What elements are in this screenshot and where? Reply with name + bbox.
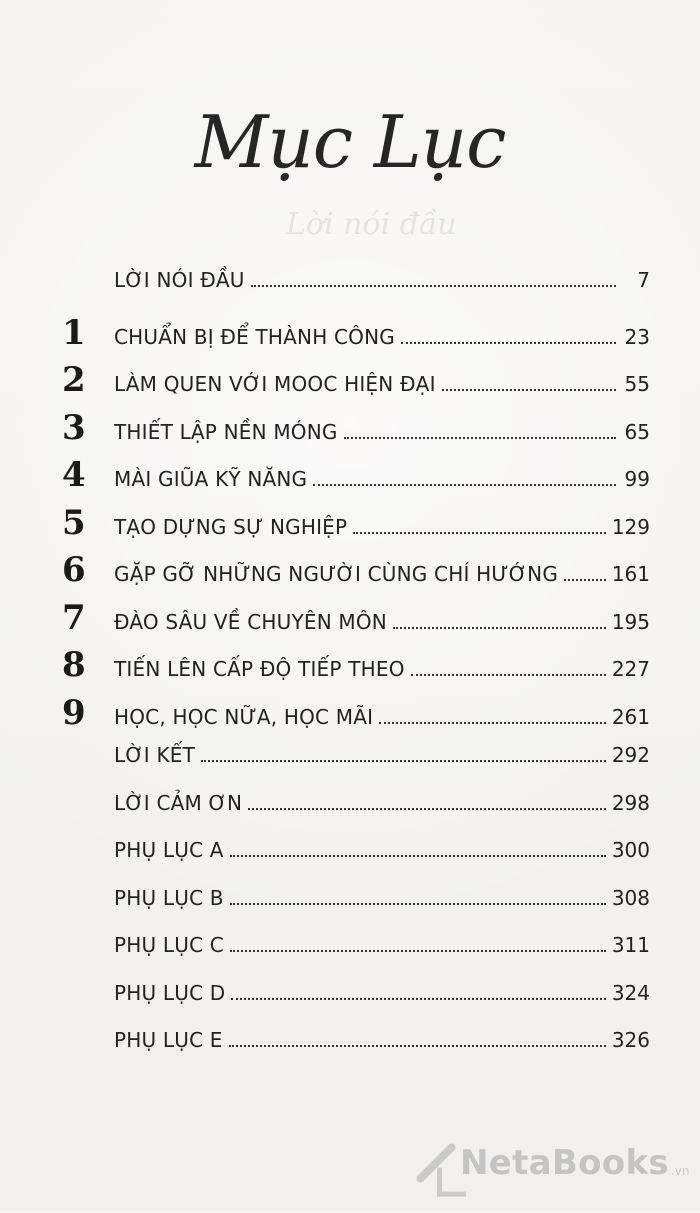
chapter-number: 2 <box>62 360 86 400</box>
chapter-title: PHỤ LỤC B <box>114 885 224 910</box>
page-title: Mục Lục <box>194 100 506 184</box>
chapter-title: ĐÀO SÂU VỀ CHUYÊN MÔN <box>114 609 387 634</box>
watermark-domain: .vn <box>670 1164 690 1178</box>
toc-row <box>62 407 650 459</box>
page-number: 99 <box>624 467 650 491</box>
toc-row <box>62 645 650 696</box>
chapter-title: TIẾN LÊN CẤP ĐỘ TIẾP THEO <box>114 657 405 681</box>
page-number: 195 <box>611 609 650 634</box>
chapter-title: LỜI KẾT <box>114 743 196 767</box>
page-number: 227 <box>611 657 650 681</box>
page-number: 300 <box>611 838 650 862</box>
dot-leader <box>393 627 606 629</box>
toc-row <box>62 312 650 364</box>
chapter-title: PHỤ LỤC D <box>114 980 226 1005</box>
toc-row <box>62 838 650 886</box>
chapter-title: MÀI GIŨA KỸ NĂNG <box>114 467 308 491</box>
chapter-title: THIẾT LẬP NỀN MÓNG <box>114 419 338 444</box>
toc-row <box>62 933 650 981</box>
dot-leader <box>411 674 606 676</box>
chapter-number: 4 <box>62 455 86 495</box>
page-number: 129 <box>611 514 650 539</box>
toc-row <box>62 743 650 791</box>
dot-leader <box>313 484 616 486</box>
chapter-title: LỜI NÓI ĐẦU <box>114 268 245 292</box>
watermark-brand: NetaBooks <box>460 1143 669 1183</box>
page-number: 161 <box>611 562 650 586</box>
chapter-number: 9 <box>62 692 86 733</box>
chapter-number: 3 <box>62 407 86 448</box>
chapter-title: LÀM QUEN VỚI MOOC HIỆN ĐẠI <box>114 372 436 396</box>
dot-leader <box>353 532 606 534</box>
dot-leader <box>344 437 616 439</box>
chapter-number: 8 <box>62 645 86 685</box>
toc-row <box>62 455 650 506</box>
netabooks-watermark <box>424 1132 690 1194</box>
dot-leader <box>251 285 616 287</box>
netabooks-logo-icon <box>415 1142 457 1184</box>
chapter-number: 6 <box>62 550 86 590</box>
page-number: 308 <box>611 885 650 910</box>
dot-leader <box>230 950 606 952</box>
dot-leader <box>248 808 606 810</box>
dot-leader <box>442 389 616 391</box>
dot-leader <box>231 998 605 1000</box>
chapter-title: GẶP GỠ NHỮNG NGƯỜI CÙNG CHÍ HƯỚNG <box>114 562 559 586</box>
dot-leader <box>229 1045 606 1047</box>
chapter-number: 7 <box>62 597 86 638</box>
toc-row <box>62 550 650 601</box>
toc-row <box>62 268 650 316</box>
chapter-title: PHỤ LỤC A <box>114 838 224 862</box>
page-number: 292 <box>611 743 650 767</box>
page-number: 324 <box>611 980 650 1005</box>
page-number: 55 <box>624 372 650 396</box>
page-number: 65 <box>624 419 650 444</box>
chapter-title: PHỤ LỤC E <box>114 1028 223 1052</box>
page-number: 298 <box>611 790 650 815</box>
chapter-title: HỌC, HỌC NỮA, HỌC MÃI <box>114 704 374 729</box>
dot-leader <box>379 722 606 724</box>
toc-row <box>62 692 650 744</box>
chapter-title: LỜI CẢM ƠN <box>114 790 243 815</box>
toc-row <box>62 886 650 934</box>
toc-row <box>62 502 650 554</box>
page-number: 7 <box>637 268 650 292</box>
chapter-number: 5 <box>62 502 86 543</box>
toc-row <box>62 597 650 649</box>
toc-row <box>62 360 650 411</box>
toc-row <box>62 1028 650 1076</box>
chapter-title: PHỤ LỤC C <box>114 933 224 957</box>
toc-row <box>62 791 650 839</box>
page-number: 311 <box>611 933 650 957</box>
toc-row <box>62 981 650 1029</box>
page-number: 261 <box>611 704 650 729</box>
table-of-contents <box>62 268 650 1076</box>
bleed-through-subtitle: Lời nói đầu <box>286 207 457 242</box>
chapter-title: TẠO DỰNG SỰ NGHIỆP <box>114 514 348 539</box>
dot-leader <box>401 342 616 344</box>
dot-leader <box>201 760 606 762</box>
dot-leader <box>230 855 606 857</box>
dot-leader <box>230 903 606 905</box>
chapter-number: 1 <box>62 312 86 353</box>
page-number: 326 <box>611 1028 650 1052</box>
chapter-title: CHUẨN BỊ ĐỂ THÀNH CÔNG <box>114 324 395 349</box>
dot-leader <box>564 579 606 581</box>
page-number: 23 <box>624 324 650 349</box>
